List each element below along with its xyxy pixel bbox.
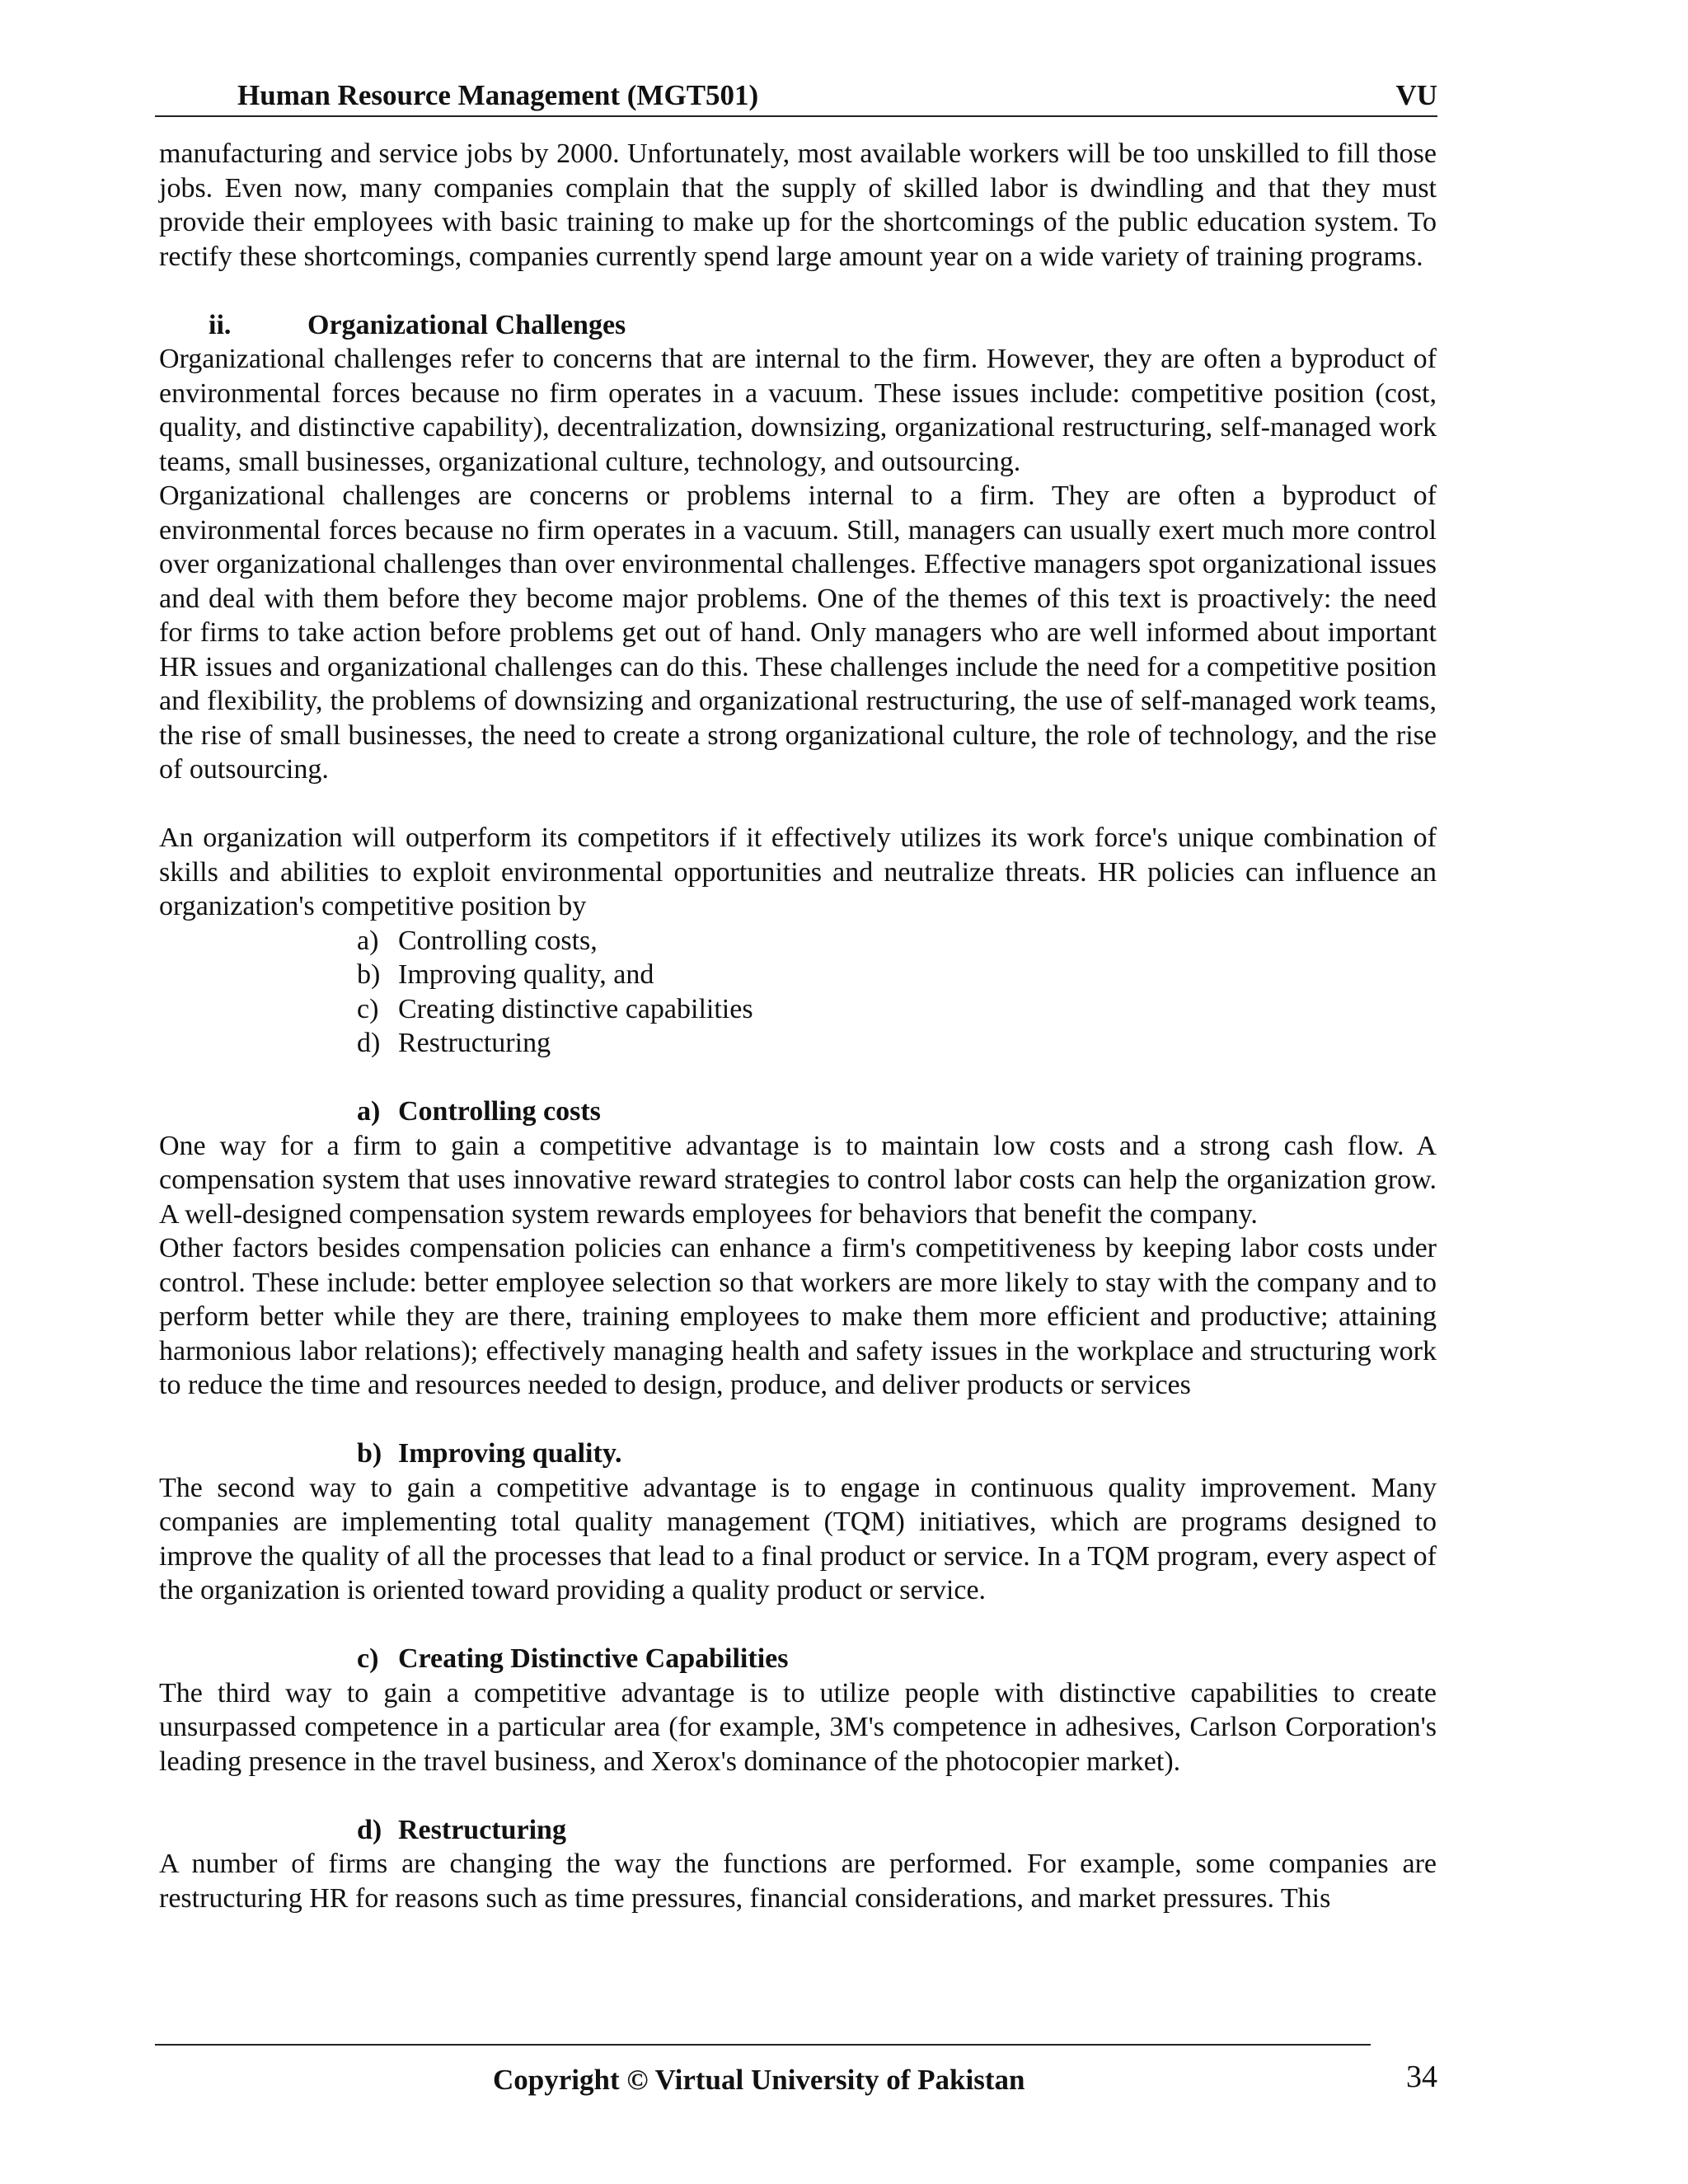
subsection-letter: b)	[357, 1438, 382, 1469]
subsection-letter: a)	[357, 1096, 381, 1127]
subsection-title: Controlling costs	[398, 1096, 601, 1127]
list-text: Creating distinctive capabilities	[398, 993, 753, 1024]
subsection-letter: d)	[357, 1814, 382, 1845]
spacer	[159, 1403, 1437, 1437]
list-letter: b)	[357, 959, 381, 990]
spacer	[159, 787, 1437, 822]
subsection-heading	[159, 1813, 1437, 1848]
spacer	[159, 1779, 1437, 1813]
list-text: Controlling costs,	[398, 925, 598, 956]
subsection-heading	[159, 1436, 1437, 1471]
list-letter: c)	[357, 993, 379, 1024]
paragraph: A number of firms are changing the way the functions are performed. For example, some companies are restructuring HR for reasons such as time pressures, financial considerations, and market pressures. This	[159, 1849, 1437, 1914]
paragraph: manufacturing and service jobs by 2000. Unfortunately, most available workers will be too unskilled to fill those jobs. Even now, many companies complain that the supply of skilled labor is dwindling and that they must provide their employees with basic training to make up for the shortcomings of the public education system. To rectify these shortcomings, companies currently spend large amount year on a wide variety of training programs.	[159, 138, 1437, 272]
footer-rule	[155, 2044, 1371, 2046]
subsection-title: Restructuring	[398, 1814, 566, 1845]
page-content	[159, 137, 1437, 1915]
paragraph: Other factors besides compensation policies can enhance a firm's competitiveness by keeping labor costs under control. These include: better employee selection so that workers are more likely to stay with the company and to perform better while they are there, training employees to make them more efficient and productive; attaining harmonious labor relations); effectively managing health and safety issues in the workplace and structuring work to reduce the time and resources needed to design, produce, and deliver products or services	[159, 1233, 1437, 1400]
paragraph: An organization will outperform its competitors if it effectively utilizes its work force's unique combination of skills and abilities to exploit environmental opportunities and neutralize threats. HR policies can influence an organization's competitive position by	[159, 823, 1437, 921]
subsection-title: Creating Distinctive Capabilities	[398, 1643, 789, 1674]
spacer	[159, 1061, 1437, 1095]
page-number: 34	[1406, 2060, 1437, 2094]
subsection-letter: c)	[357, 1643, 379, 1674]
paragraph: The second way to gain a competitive advantage is to engage in continuous quality improvement. Many companies are implementing total quality management (TQM) initiatives, which are programs designed to improve the quality of all the processes that lead to a final product or service. In a TQM program, every aspect of the organization is oriented toward providing a quality product or service.	[159, 1472, 1437, 1605]
page-header	[155, 76, 1437, 117]
paragraph: Organizational challenges refer to concerns that are internal to the firm. However, they are often a byproduct of environmental forces because no firm operates in a vacuum. These issues include: competitive position (cost, quality, and distinctive capability), decentralization, downsizing, organizational restructuring, self-managed work teams, small businesses, organizational culture, technology, and outsourcing.	[159, 344, 1437, 477]
list-letter: a)	[357, 925, 379, 956]
copyright-text: Copyright © Virtual University of Pakistan	[493, 2064, 1025, 2096]
list-letter: d)	[357, 1028, 381, 1058]
competitive-position-list	[159, 924, 1437, 1061]
section-title: Organizational Challenges	[307, 309, 626, 340]
subsection-title: Improving quality.	[398, 1438, 622, 1469]
paragraph: Organizational challenges are concerns or problems internal to a firm. They are often a byproduct of environmental forces because no firm operates in a vacuum. Still, managers can usually exert much more control over organizational challenges than over environmental challenges. Effective managers spot organizational issues and deal with them before they become major problems. One of the themes of this text is proactively: the need for firms to take action before problems get out of hand. Only managers who are well informed about important HR issues and organizational challenges can do this. These challenges include the need for a competitive position and flexibility, the problems of downsizing and organizational restructuring, the use of self-managed work teams, the rise of small businesses, the need to create a strong organizational culture, the role of technology, and the rise of outsourcing.	[159, 480, 1437, 785]
list-item	[357, 992, 1437, 1027]
header-institution: VU	[1395, 79, 1437, 111]
section-number: ii.	[209, 309, 232, 340]
list-item	[357, 1026, 1437, 1061]
list-text: Restructuring	[398, 1028, 551, 1058]
spacer	[159, 1608, 1437, 1643]
subsection-heading	[159, 1642, 1437, 1676]
paragraph: The third way to gain a competitive advantage is to utilize people with distinctive capabilities to create unsurpassed competence in a particular area (for example, 3M's competence in adhesives, Carlson Corporation's leading presence in the travel business, and Xerox's dominance of the photocopier market).	[159, 1677, 1437, 1777]
list-text: Improving quality, and	[398, 959, 654, 990]
list-item	[357, 958, 1437, 992]
list-item	[357, 924, 1437, 958]
header-title: Human Resource Management (MGT501)	[237, 79, 759, 111]
paragraph: One way for a firm to gain a competitive advantage is to maintain low costs and a strong cash flow. A compensation system that uses innovative reward strategies to control labor costs can help the organization grow. A well-designed compensation system rewards employees for behaviors that benefit the company.	[159, 1130, 1437, 1230]
section-heading	[159, 308, 1437, 343]
spacer	[159, 274, 1437, 308]
subsection-heading	[159, 1094, 1437, 1129]
